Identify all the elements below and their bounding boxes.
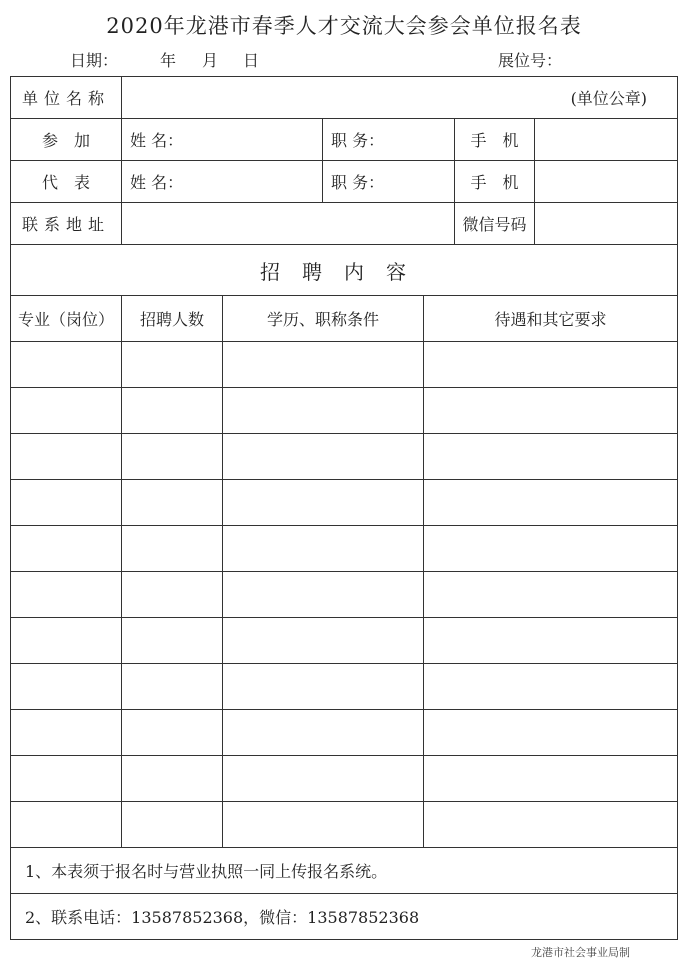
recruitment-cell-headcount[interactable] — [122, 342, 223, 388]
rep1-position-label: 职 务： — [331, 131, 385, 150]
recruitment-cell-education[interactable] — [223, 388, 424, 434]
recruitment-cell-benefits[interactable] — [424, 434, 678, 480]
recruitment-cell-education[interactable] — [223, 342, 424, 388]
recruitment-cell-benefits[interactable] — [424, 388, 678, 434]
recruitment-row — [11, 388, 678, 434]
rep2-position-label: 职 务： — [331, 173, 385, 192]
recruitment-cell-major[interactable] — [11, 526, 122, 572]
header-education: 学历、职称条件 — [223, 296, 424, 342]
rep2-phone-field[interactable] — [535, 161, 678, 203]
recruitment-cell-headcount[interactable] — [122, 526, 223, 572]
recruitment-section-title: 招聘内容 — [11, 245, 678, 296]
recruitment-cell-education[interactable] — [223, 434, 424, 480]
recruitment-row — [11, 480, 678, 526]
recruitment-cell-headcount[interactable] — [122, 434, 223, 480]
representative-label-bottom: 代 表 — [11, 161, 122, 203]
representative-label-top: 参 加 — [11, 119, 122, 161]
recruitment-cell-benefits[interactable] — [424, 342, 678, 388]
rep1-phone-label: 手 机 — [455, 119, 535, 161]
unit-name-field[interactable] — [122, 77, 678, 119]
wechat-field[interactable] — [535, 203, 678, 245]
form-title: 2020年龙港市春季人才交流大会参会单位报名表 — [106, 14, 582, 38]
recruitment-cell-headcount[interactable] — [122, 664, 223, 710]
rep1-name-field[interactable] — [122, 119, 323, 161]
recruitment-cell-major[interactable] — [11, 480, 122, 526]
rep2-name-label: 姓 名： — [130, 173, 184, 192]
header-benefits: 待遇和其它要求 — [424, 296, 678, 342]
recruitment-cell-education[interactable] — [223, 526, 424, 572]
recruitment-rows — [11, 342, 678, 848]
recruitment-row — [11, 664, 678, 710]
wechat-label: 微信号码 — [455, 203, 535, 245]
recruitment-cell-major[interactable] — [11, 342, 122, 388]
recruitment-cell-benefits[interactable] — [424, 664, 678, 710]
recruitment-cell-major[interactable] — [11, 802, 122, 848]
recruitment-row — [11, 756, 678, 802]
recruitment-cell-major[interactable] — [11, 756, 122, 802]
recruitment-cell-benefits[interactable] — [424, 526, 678, 572]
recruitment-row — [11, 802, 678, 848]
unit-name-label: 单位名称 — [11, 77, 122, 119]
recruitment-cell-headcount[interactable] — [122, 802, 223, 848]
recruitment-cell-education[interactable] — [223, 802, 424, 848]
recruitment-row — [11, 526, 678, 572]
recruitment-cell-education[interactable] — [223, 664, 424, 710]
header-major-position: 专业（岗位） — [11, 296, 122, 342]
recruitment-row — [11, 618, 678, 664]
recruitment-cell-benefits[interactable] — [424, 710, 678, 756]
recruitment-cell-benefits[interactable] — [424, 480, 678, 526]
recruitment-row — [11, 710, 678, 756]
recruitment-cell-education[interactable] — [223, 756, 424, 802]
recruitment-cell-headcount[interactable] — [122, 710, 223, 756]
address-field[interactable] — [122, 203, 455, 245]
recruitment-cell-major[interactable] — [11, 388, 122, 434]
recruitment-cell-education[interactable] — [223, 480, 424, 526]
recruitment-cell-major[interactable] — [11, 434, 122, 480]
recruitment-cell-headcount[interactable] — [122, 756, 223, 802]
recruitment-cell-major[interactable] — [11, 664, 122, 710]
recruitment-cell-education[interactable] — [223, 618, 424, 664]
recruitment-cell-headcount[interactable] — [122, 480, 223, 526]
recruitment-cell-benefits[interactable] — [424, 756, 678, 802]
issuer-footer: 龙港市社会事业局制 — [531, 946, 630, 959]
note-1: 1、本表须于报名时与营业执照一同上传报名系统。 — [11, 848, 678, 894]
recruitment-cell-education[interactable] — [223, 710, 424, 756]
recruitment-cell-headcount[interactable] — [122, 388, 223, 434]
rep2-name-field[interactable] — [122, 161, 323, 203]
recruitment-cell-major[interactable] — [11, 710, 122, 756]
recruitment-row — [11, 342, 678, 388]
recruitment-cell-education[interactable] — [223, 572, 424, 618]
rep1-position-field[interactable] — [323, 119, 455, 161]
rep2-phone-label: 手 机 — [455, 161, 535, 203]
recruitment-cell-headcount[interactable] — [122, 618, 223, 664]
rep2-position-field[interactable] — [323, 161, 455, 203]
registration-table — [10, 76, 678, 940]
header-headcount: 招聘人数 — [122, 296, 223, 342]
date-year: 年 — [160, 51, 177, 70]
note-2: 2、联系电话：13587852368，微信：13587852368 — [11, 894, 678, 940]
date-month: 月 — [202, 51, 219, 70]
seal-label: (单位公章) — [570, 89, 648, 108]
date-label: 日期： — [70, 51, 119, 70]
recruitment-row — [11, 572, 678, 618]
recruitment-cell-benefits[interactable] — [424, 802, 678, 848]
booth-number-label: 展位号： — [498, 51, 563, 70]
address-label: 联系地址 — [11, 203, 122, 245]
recruitment-cell-benefits[interactable] — [424, 572, 678, 618]
recruitment-cell-major[interactable] — [11, 618, 122, 664]
recruitment-cell-benefits[interactable] — [424, 618, 678, 664]
recruitment-cell-headcount[interactable] — [122, 572, 223, 618]
rep1-phone-field[interactable] — [535, 119, 678, 161]
recruitment-row — [11, 434, 678, 480]
date-day: 日 — [243, 51, 260, 70]
rep1-name-label: 姓 名： — [130, 131, 184, 150]
recruitment-cell-major[interactable] — [11, 572, 122, 618]
